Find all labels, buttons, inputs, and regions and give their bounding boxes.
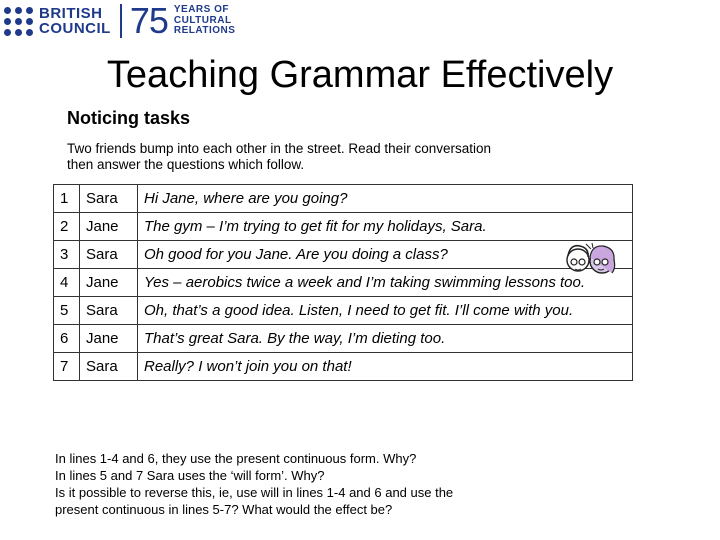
line-number: 2 <box>54 213 80 241</box>
discussion-questions <box>55 450 525 518</box>
dialogue-line: Yes – aerobics twice a week and I’m taking swimming lessons too. <box>138 269 633 297</box>
line-number: 6 <box>54 325 80 353</box>
speaker-name: Sara <box>80 353 138 381</box>
speaker-name: Sara <box>80 241 138 269</box>
dialogue-line: Really? I won’t join you on that! <box>138 353 633 381</box>
question-line: In lines 5 and 7 Sara uses the ‘will form’. Why? <box>55 468 325 483</box>
dialogue-row <box>54 325 633 353</box>
slide-title: Teaching Grammar Effectively <box>106 54 614 96</box>
question-line: Is it possible to reverse this, ie, use will in lines 1-4 and 6 and use the <box>55 485 454 500</box>
dialogue-line: That’s great Sara. By the way, I’m dieting too. <box>138 325 633 353</box>
dialogue-row <box>54 185 633 213</box>
speaker-name: Jane <box>80 213 138 241</box>
instructions: Two friends bump into each other in the street. Read their conversation then answer the questions which follow. <box>67 141 491 172</box>
speaker-name: Jane <box>80 269 138 297</box>
dialogue-line: Hi Jane, where are you going? <box>138 185 633 213</box>
line-number: 4 <box>54 269 80 297</box>
speaker-name: Sara <box>80 185 138 213</box>
dialogue-row <box>54 353 633 381</box>
dialogue-line: Oh good for you Jane. Are you doing a class? <box>138 241 633 269</box>
logo-anniversary-number: 75 <box>129 0 168 41</box>
question-line: In lines 1-4 and 6, they use the present continuous form. Why? <box>55 451 417 466</box>
section-heading: Noticing tasks <box>67 108 191 128</box>
line-number: 5 <box>54 297 80 325</box>
speaker-name: Jane <box>80 325 138 353</box>
line-number: 7 <box>54 353 80 381</box>
british-council-logo <box>2 0 236 41</box>
question-line: present continuous in lines 5-7? What would the effect be? <box>55 502 393 517</box>
logo-divider <box>120 4 122 38</box>
dialogue-row <box>54 269 633 297</box>
friends-cartoon-icon <box>562 240 618 280</box>
line-number: 3 <box>54 241 80 269</box>
dialogue-row <box>54 297 633 325</box>
dialogue-line: Oh, that’s a good idea. Listen, I need to get fit. I’ll come with you. <box>138 297 633 325</box>
dialogue-row <box>54 241 633 269</box>
dialogue-row <box>54 213 633 241</box>
dialogue-line: The gym – I’m trying to get fit for my holidays, Sara. <box>138 213 633 241</box>
logo-dots-icon <box>2 5 35 38</box>
speaker-name: Sara <box>80 297 138 325</box>
logo-wordmark: BRITISH COUNCIL <box>39 5 111 37</box>
line-number: 1 <box>54 185 80 213</box>
dialogue-table <box>53 184 633 381</box>
logo-anniversary-text: YEARS OF CULTURAL RELATIONS <box>173 4 236 37</box>
